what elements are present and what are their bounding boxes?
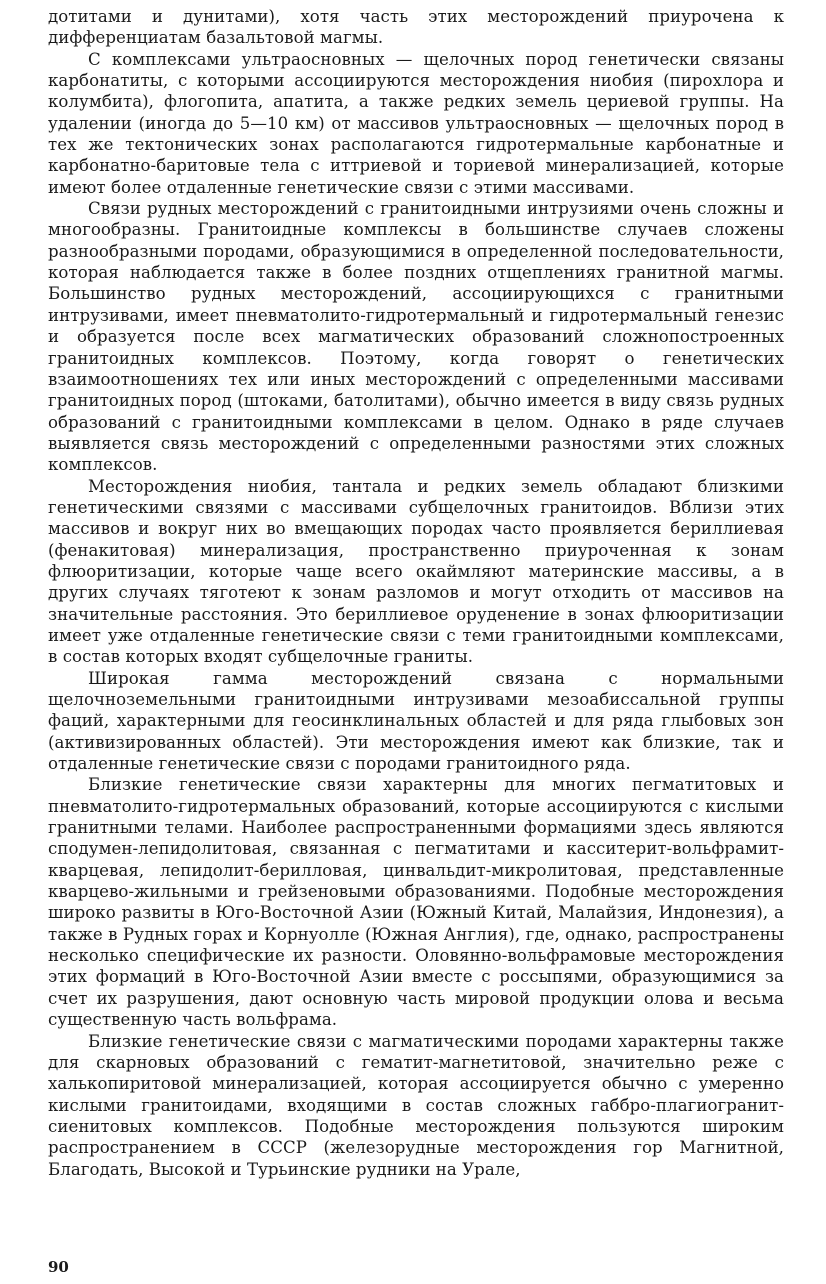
paragraph-skarns: Близкие генетические связи с магматическими породами характерны также для скарновых образований с гематит-магнетитовой, значительно реже с халькопиритовой минерализацией, которая ассоциируется обычно с умеренно кислыми гранитоидами, входящими в состав сложных габбро-плагиогранит-сиенитовых комплексов. Подобные месторождения пользуются широким распространением в СССР (железорудные месторождения гор Магнитной, Благодать, Высокой и Турьинские рудники на Урале, <box>48 1031 784 1179</box>
paragraph-alkaline-earth-granitoids: Широкая гамма месторождений связана с нормальными щелочноземельными гранитоидными интрузивами мезоабиссальной группы фаций, характерными для геосинклинальных областей и для ряда глыбовых зон (активизированных областей). Эти месторождения имеют как близкие, так и отдаленные генетические связи с породами гранитоидного ряда. <box>48 668 784 774</box>
page-number: 90 <box>48 1258 69 1276</box>
paragraph-continuation: дотитами и дунитами), хотя часть этих месторождений приурочена к дифференциатам базальтовой магмы. <box>48 7 784 48</box>
paragraph-niobium-tantalum: Месторождения ниобия, тантала и редких земель обладают близкими генетическими связями с массивами субщелочных гранитоидов. Вблизи этих массивов и вокруг них во вмещающих породах часто проявляется бериллиевая (фенакитовая) минерализация, пространственно приуроченная к зонам флюоритизации, которые чаще всего окаймляют материнские массивы, а в других случаях тяготеют к зонам разломов и могут отходить от массивов на значительные расстояния. Это бериллиевое оруденение в зонах флюоритизации имеет уже отдаленные генетические связи с теми гранитоидными комплексами, в состав которых входят субщелочные граниты. <box>48 476 784 667</box>
paragraph-granitoid-intrusions: Связи рудных месторождений с гранитоидными интрузиями очень сложны и многообразны. Гранитоидные комплексы в большинстве случаев сложены разнообразными породами, образующимися в определенной последовательности, которая наблюдается также в более поздних отщеплениях гранитной магмы. Большинство рудных месторождений, ассоциирующихся с гранитными интрузивами, имеет пневматолито-гидротермальный и гидротермальный генезис и образуется после всех магматических образований сложнопостроенных гранитоидных комплексов. Поэтому, когда говорят о генетических взаимоотношениях тех или иных месторождений с определенными массивами гранитоидных пород (штоками, батолитами), обычно имеется в виду связь рудных образований с гранитоидными комплексами в целом. Однако в ряде случаев выявляется связь месторождений с определенными разностями этих сложных комплексов. <box>48 199 784 475</box>
page-body <box>48 6 784 1180</box>
paragraph-carbonatites: С комплексами ультраосновных — щелочных пород генетически связаны карбонатиты, с которыми ассоциируются месторождения ниобия (пирохлора и колумбита), флогопита, апатита, а также редких земель цериевой группы. На удалении (иногда до 5—10 км) от массивов ультраосновных — щелочных пород в тех же тектонических зонах располагаются гидротермальные карбонатные и карбонатно-баритовые тела с иттриевой и ториевой минерализацией, которые имеют более отдаленные генетические связи с этими массивами. <box>48 49 784 197</box>
paragraph-pegmatites: Близкие генетические связи характерны для многих пегматитовых и пневматолито-гидротермальных образований, которые ассоциируются с кислыми гранитными телами. Наиболее распространенными формациями здесь являются сподумен-лепидолитовая, связанная с пегматитами и касситерит-вольфрамит-кварцевая, лепидолит-берилловая, цинвальдит-микролитовая, представленные кварцево-жильными и грейзеновыми образованиями. Подобные месторождения широко развиты в Юго-Восточной Азии (Южный Китай, Малайзия, Индонезия), а также в Рудных горах и Корнуолле (Южная Англия), где, однако, распространены несколько специфические их разности. Оловянно-вольфрамовые месторождения этих формаций в Юго-Восточной Азии вместе с россыпями, образующимися за счет их разрушения, дают основную часть мировой продукции олова и весьма существенную часть вольфрама. <box>48 775 784 1030</box>
